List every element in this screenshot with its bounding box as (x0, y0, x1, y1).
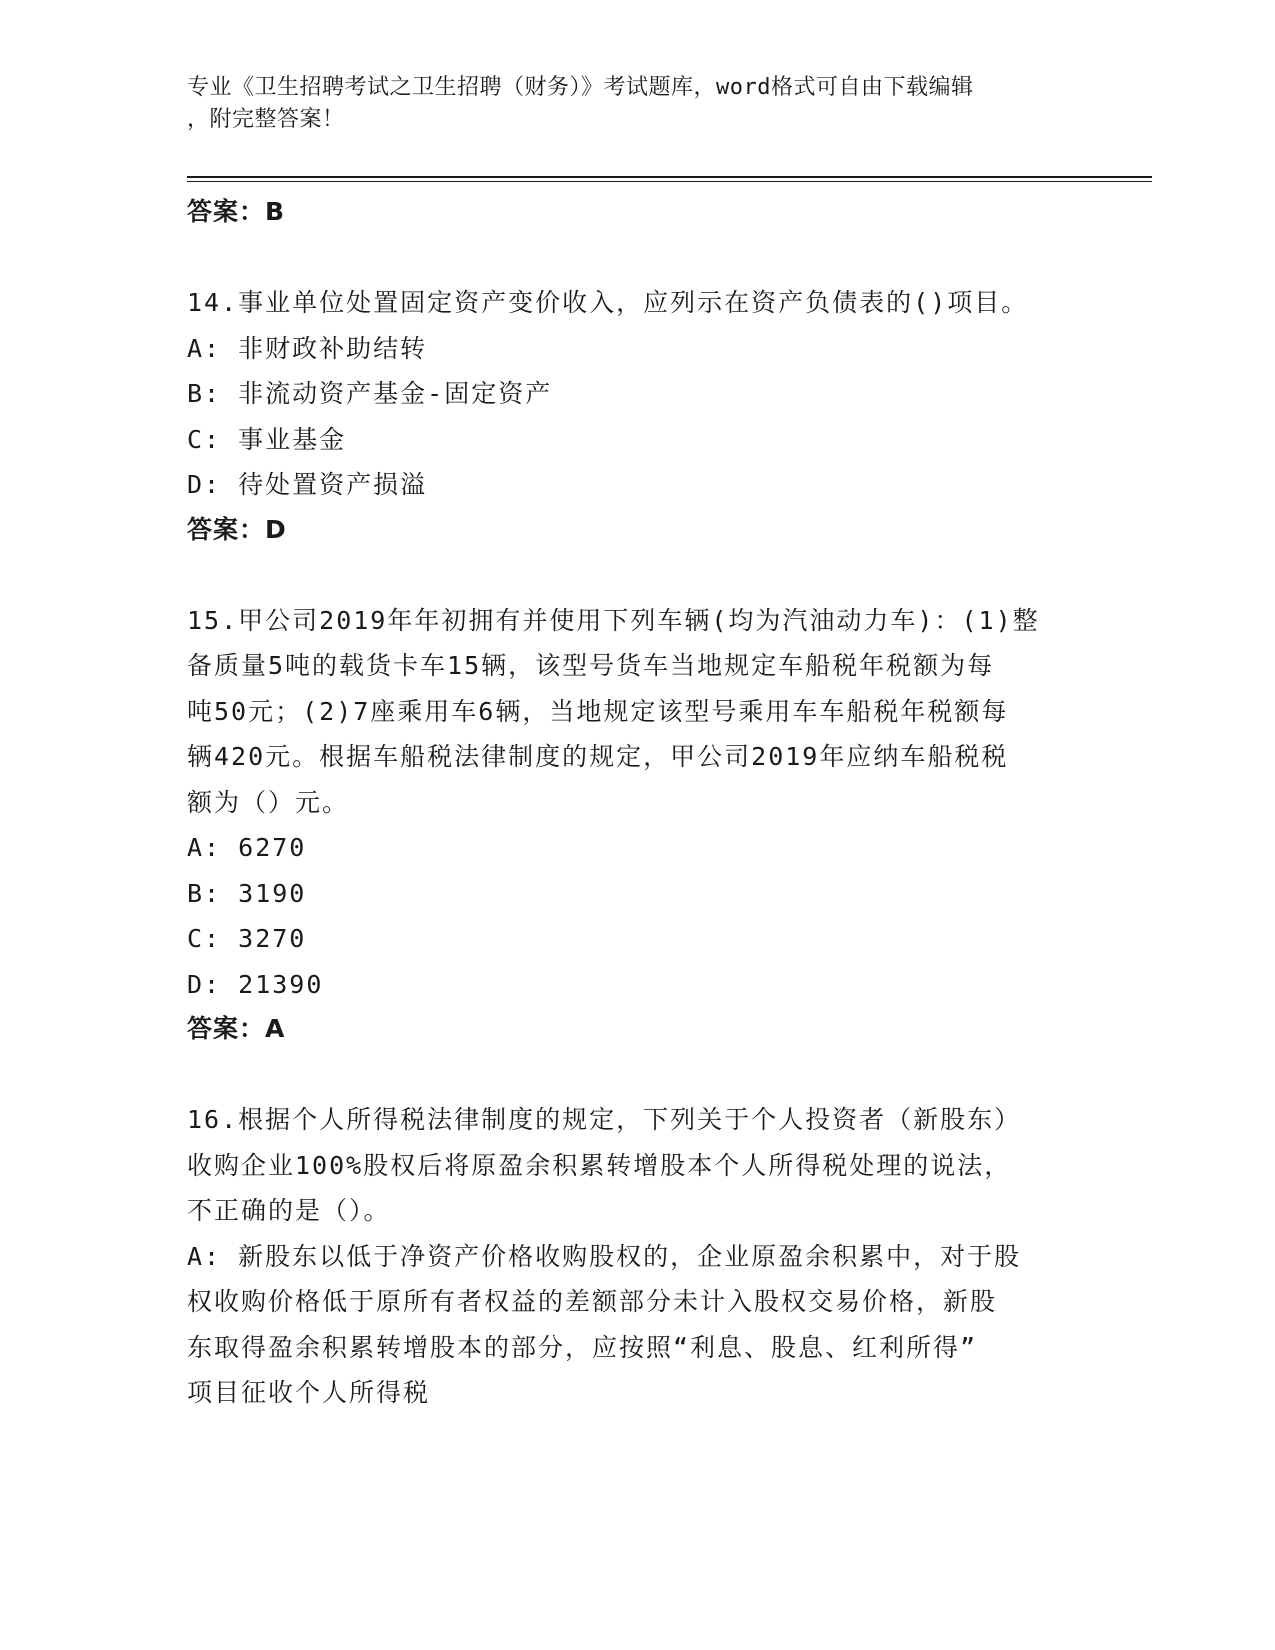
header-rule-thin (187, 181, 1152, 182)
spacer (187, 552, 1087, 598)
question-15-answer: 答案：A (187, 1014, 286, 1043)
spacer (187, 1051, 1087, 1097)
previous-answer: 答案：B (187, 197, 286, 226)
question-14-stem: 14.事业单位处置固定资产变价收入，应列示在资产负债表的()项目。 (187, 288, 1029, 317)
question-15-stem-line: 辆420元。根据车船税法律制度的规定，甲公司2019年应纳车船税税 (187, 742, 1009, 771)
question-15-option-c: C: 3270 (187, 924, 307, 953)
question-14-option-b: B: 非流动资产基金-固定资产 (187, 379, 553, 408)
header-line-1: 专业《卫生招聘考试之卫生招聘（财务）》考试题库，word格式可自由下载编辑 (187, 75, 974, 100)
question-15-option-d: D: 21390 (187, 969, 324, 999)
question-16-stem-line: 16.根据个人所得税法律制度的规定，下列关于个人投资者（新股东） (187, 1105, 1022, 1134)
question-15 (187, 598, 1087, 1052)
header-line-2: ，附完整答案！ (187, 107, 345, 132)
question-16-option-a-line: 项目征收个人所得税 (187, 1378, 431, 1407)
question-16 (187, 1097, 1087, 1416)
question-16-option-a-line: 东取得盈余积累转增股本的部分，应按照“利息、股息、红利所得” (187, 1332, 978, 1362)
question-15-stem-line: 额为（）元。 (187, 787, 350, 817)
question-16-stem-line: 不正确的是（）。 (187, 1196, 391, 1225)
question-14-answer: 答案：D (187, 514, 287, 544)
question-15-option-a: A: 6270 (187, 833, 307, 862)
question-15-stem-line: 备质量5吨的载货卡车15辆，该型号货车当地规定车船税年税额为每 (187, 651, 995, 680)
question-16-option-a-line: 权收购价格低于原所有者权益的差额部分未计入股权交易价格，新股 (187, 1287, 998, 1316)
question-14 (187, 280, 1087, 552)
question-15-stem-line: 15.甲公司2019年年初拥有并使用下列车辆(均为汽油动力车)：(1)整 (187, 605, 1040, 635)
spacer (187, 234, 1087, 280)
question-16-stem-line: 收购企业100%股权后将原盈余积累转增股本个人所得税处理的说法， (187, 1150, 1012, 1180)
question-14-option-c: C: 事业基金 (187, 424, 347, 454)
question-15-stem-line: 吨50元；(2)7座乘用车6辆，当地规定该型号乘用车车船税年税额每 (187, 696, 1009, 726)
document-header (187, 72, 1067, 136)
header-rule-thick (187, 176, 1152, 178)
question-14-option-d: D: 待处置资产损溢 (187, 470, 428, 499)
question-14-option-a: A: 非财政补助结转 (187, 333, 428, 363)
question-16-option-a-line: A: 新股东以低于净资产价格收购股权的，企业原盈余积累中，对于股 (187, 1241, 1022, 1271)
question-content (187, 190, 1087, 1416)
question-15-option-b: B: 3190 (187, 878, 307, 908)
